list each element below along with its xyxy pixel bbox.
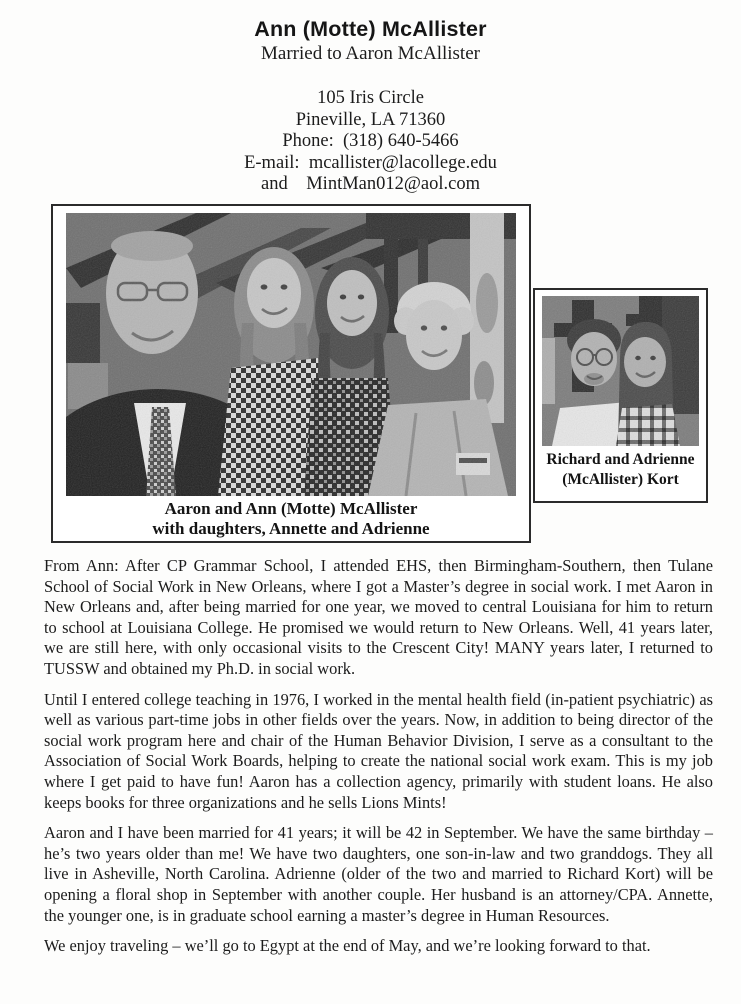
- couple-photo-caption: [535, 450, 706, 490]
- couple-photo-caption-line1: Richard and Adrienne: [546, 451, 695, 468]
- couple-photo: [542, 296, 699, 446]
- contact-block: [0, 88, 741, 196]
- bio-paragraph-4: We enjoy traveling – we’ll go to Egypt at the end of May, and we’re looking forward to that.: [44, 936, 651, 956]
- contact-email-secondary: and MintMan012@aol.com: [261, 174, 480, 194]
- contact-email-primary: E-mail: mcallister@lacollege.edu: [244, 152, 497, 173]
- bio-paragraph-3: Aaron and I have been married for 41 years; it will be 42 in September. We have the same birthday – he’s two years older than me! We have two daughters, one son-in-law and two granddogs. They all live in Asheville, North Carolina. Adrienne (older of the two and married to Richard Kort) will be opening a floral shop in September with another couple. Her husband is an attorney/CPA. Annette, the younger one, is in graduate school earning a master’s degree in Human Resources.: [44, 823, 713, 925]
- marriage-subtitle: Married to Aaron McAllister: [261, 43, 480, 64]
- bio-paragraph-2: Until I entered college teaching in 1976, I worked in the mental health field (in-patient psychiatric) as well as various part-time jobs in other fields over the years. Now, in addition to being director of the social work program here and chair of the Human Behavior Division, I serve as a consultant to the Association of Social Work Boards, helping to create the national social work exam. This is my job where I get paid to have fun! Aaron has a collection agency, primarily with student loans. He also keeps books for three organizations and he sells Lions Mints!: [44, 689, 713, 812]
- family-photo: [66, 213, 516, 496]
- bio-text: [44, 556, 713, 957]
- couple-photo-frame: [533, 288, 708, 503]
- family-photo-frame: [51, 204, 531, 543]
- contact-phone: Phone: (318) 640-5466: [282, 131, 459, 151]
- family-photo-caption: [53, 499, 529, 538]
- person-name: Ann (Motte) McAllister: [254, 17, 487, 41]
- family-photo-caption-line2: with daughters, Annette and Adrienne: [152, 518, 430, 538]
- page-header: [0, 0, 741, 196]
- couple-photo-caption-line2: (McAllister) Kort: [562, 471, 679, 488]
- contact-address-line2: Pineville, LA 71360: [295, 109, 446, 130]
- bio-paragraph-1: From Ann: After CP Grammar School, I attended EHS, then Birmingham-Southern, then Tulane School of Social Work in New Orleans, where I got a Master’s degree in social work. I met Aaron in New Orleans and, after being married for one year, we moved to central Louisiana for him to return to school at Louisiana College. He promised we would return to New Orleans. Well, 41 years later, we are still here, with only occasional visits to the Crescent City! MANY years later, I returned to TUSSW and obtained my Ph.D. in social work.: [44, 556, 713, 678]
- family-photo-caption-line1: Aaron and Ann (Motte) McAllister: [164, 499, 418, 518]
- contact-address-line1: 105 Iris Circle: [317, 88, 424, 108]
